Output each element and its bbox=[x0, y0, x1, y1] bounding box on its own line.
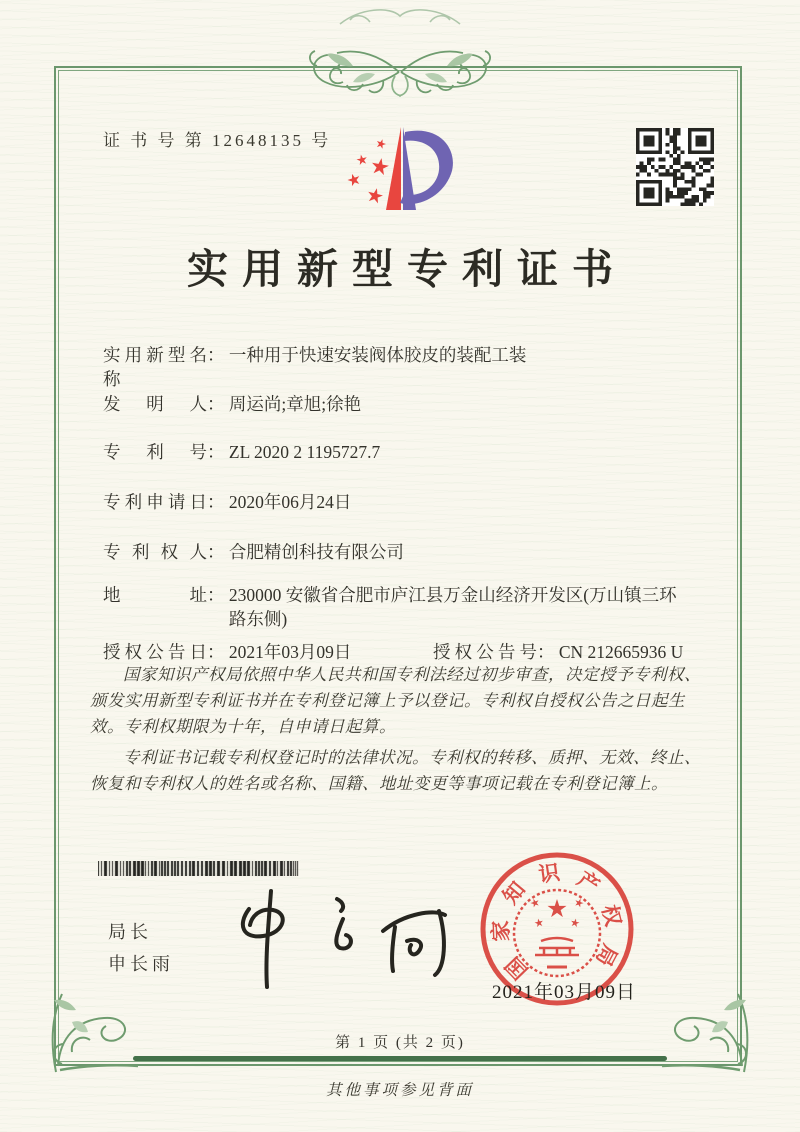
colon: ： bbox=[537, 642, 555, 662]
field-row-filing-date bbox=[103, 490, 743, 514]
bottom-thick-rule bbox=[133, 1056, 667, 1061]
field-value: ZL 2020 2 1195727.7 bbox=[228, 442, 381, 462]
field-pair-grant-number bbox=[433, 640, 683, 664]
seal-arc-char: 知 bbox=[498, 877, 531, 909]
colon: ： bbox=[207, 585, 225, 605]
field-label: 授权公告号 bbox=[433, 642, 537, 662]
field-value: 2020年06月24日 bbox=[228, 492, 352, 512]
commissioner-signature-icon bbox=[225, 885, 460, 993]
field-label: 地址 bbox=[103, 585, 207, 605]
field-row-patentee bbox=[103, 540, 743, 564]
field-value: CN 212665936 U bbox=[558, 642, 684, 662]
colon: ： bbox=[207, 542, 225, 562]
field-row-utility-model-name bbox=[103, 343, 743, 391]
commissioner-name: 申长雨 bbox=[108, 954, 174, 974]
field-row-inventors bbox=[103, 392, 743, 416]
field-row-address bbox=[103, 583, 743, 631]
field-label: 专利权人 bbox=[103, 542, 207, 562]
field-row-patent-number bbox=[103, 440, 743, 464]
back-side-note: 其他事项参见背面 bbox=[325, 1082, 474, 1099]
legal-text-block bbox=[90, 662, 712, 802]
qr-code bbox=[636, 128, 714, 206]
colon: ： bbox=[207, 394, 225, 414]
field-value: 2021年03月09日 bbox=[228, 642, 352, 662]
legal-paragraph-1: 国家知识产权局依照中华人民共和国专利法经过初步审查，决定授予专利权、颁发实用新型专利证书并在专利登记簿上予以登记。专利权自授权公告之日起生效。专利权期限为十年，自申请日起算。 bbox=[90, 665, 701, 736]
certificate-title: 实用新型专利证书 bbox=[187, 246, 627, 292]
page-number-info: 第 1 页 (共 2 页) bbox=[335, 1035, 465, 1051]
field-label: 专利号 bbox=[103, 442, 207, 462]
field-value: 合肥精创科技有限公司 bbox=[228, 542, 404, 562]
top-center-scroll-ornament-icon bbox=[283, 36, 517, 100]
seal-arc-char: 局 bbox=[590, 940, 622, 971]
seal-arc-char: 国 bbox=[500, 952, 533, 984]
field-value: 230000 安徽省合肥市庐江县万金山经济开发区(万山镇三环路东侧) bbox=[228, 585, 677, 629]
seal-arc-char: 权 bbox=[597, 902, 626, 929]
seal-date: 2021年03月09日 bbox=[492, 982, 637, 1003]
cnipa-logo-icon bbox=[342, 110, 462, 228]
colon: ： bbox=[207, 442, 225, 462]
bottom-left-flourish-icon bbox=[42, 986, 142, 1074]
certificate-number: 证 书 号 第 12648135 号 bbox=[103, 131, 332, 150]
seal-arc-char: 识 bbox=[537, 860, 562, 887]
barcode bbox=[98, 861, 300, 876]
colon: ： bbox=[207, 492, 225, 512]
field-label: 授权公告日 bbox=[103, 642, 207, 662]
field-row-grant bbox=[103, 640, 743, 664]
field-label: 专利申请日 bbox=[103, 492, 207, 512]
legal-paragraph-2: 专利证书记载专利权登记时的法律状况。专利权的转移、质押、无效、终止、恢复和专利权人的姓名或名称、国籍、地址变更等事项记载在专利登记簿上。 bbox=[90, 748, 701, 793]
field-value: 周运尚;章旭;徐艳 bbox=[228, 394, 362, 414]
colon: ： bbox=[207, 345, 225, 365]
field-value: 一种用于快速安装阀体胶皮的装配工装 bbox=[228, 345, 527, 365]
top-edge-ornament-icon bbox=[300, 2, 500, 28]
commissioner-title: 局长 bbox=[108, 922, 152, 942]
seal-arc-char: 产 bbox=[572, 866, 604, 899]
field-label: 实用新型名称 bbox=[103, 345, 207, 389]
colon: ： bbox=[207, 642, 225, 662]
seal-arc-char: 家 bbox=[488, 920, 514, 942]
field-label: 发明人 bbox=[103, 394, 207, 414]
